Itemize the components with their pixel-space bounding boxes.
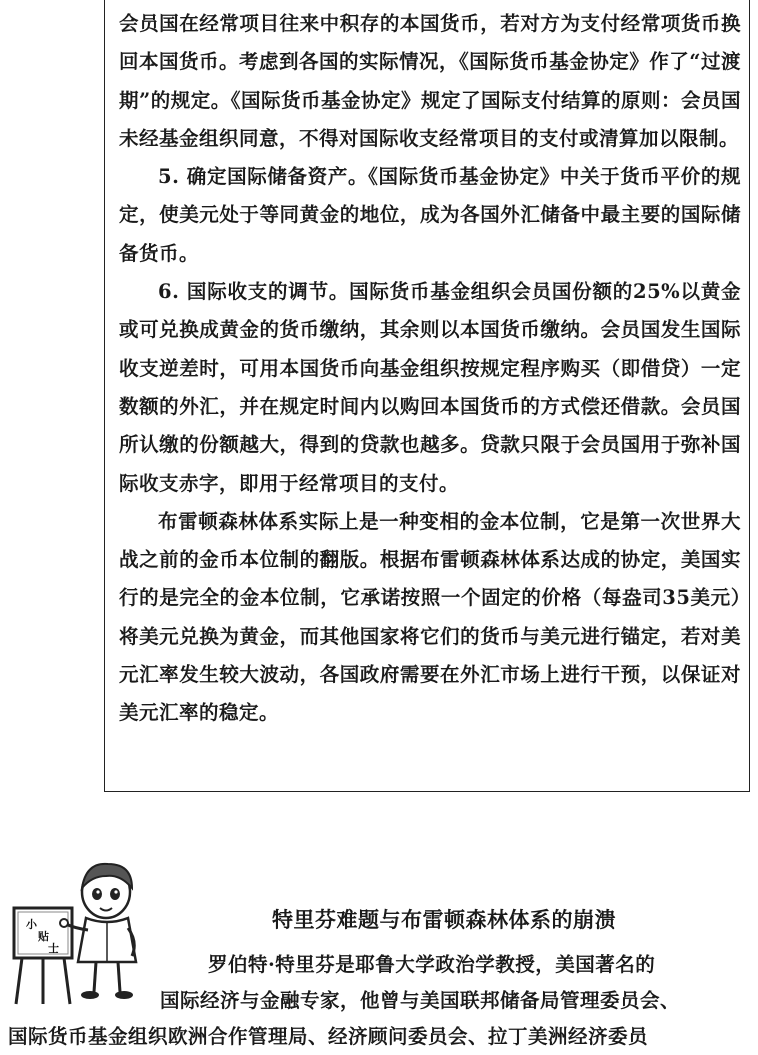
boxed-text-section <box>104 0 750 792</box>
sidebar-title: 特里芬难题与布雷顿森林体系的崩溃 <box>272 908 616 932</box>
paragraph-continuation: 会员国在经常项目往来中积存的本国货币，若对方为支付经常项货币换回本国货币。考虑到各国的实际情况，《国际货币基金协定》作了“过渡期”的规定。《国际货币基金协定》规定了国际支付结算的原则：会员国未经基金组织同意，不得对国际收支经常项目的支付或清算加以限制。 <box>119 12 741 150</box>
svg-text:贴: 贴 <box>38 930 49 943</box>
sidebar-line-2: 国际经济与金融专家，他曾与美国联邦储备局管理委员会、 <box>160 989 681 1012</box>
sidebar-line-3: 国际货币基金组织欧洲合作管理局、经济顾问委员会、拉丁美洲经济委员 <box>8 1025 649 1048</box>
svg-text:小: 小 <box>26 918 37 931</box>
paragraph-reserve-assets: 5. 确定国际储备资产。《国际货币基金协定》中关于货币平价的规定，使美元处于等同黄金的地位，成为各国外汇储备中最主要的国际储备货币。 <box>119 165 741 265</box>
paragraph-gold-standard: 布雷顿森林体系实际上是一种变相的金本位制，它是第一次世界大战之前的金币本位制的翻版。根据布雷顿森林体系达成的协定，美国实行的是完全的金本位制，它承诺按照一个固定的价格（每盎司35美元）将美元兑换为黄金，而其他国家将它们的货币与美元进行锚定，若对美元汇率发生较大波动，各国政府需要在外汇市场上进行干预，以保证对美元汇率的稳定。 <box>119 509 741 725</box>
svg-text:士: 士 <box>48 942 59 955</box>
sidebar-line-1: 罗伯特·特里芬是耶鲁大学政治学教授，美国著名的 <box>208 953 656 976</box>
paragraph-balance-of-payments: 6. 国际收支的调节。国际货币基金组织会员国份额的25%以黄金或可兑换成黄金的货币缴纳，其余则以本国货币缴纳。会员国发生国际收支逆差时，可用本国货币向基金组织按规定程序购买（即借贷）一定数额的外汇，并在规定时间内以购回本国货币的方式偿还借款。会员国所认缴的份额越大，得到的贷款也越多。贷款只限于会员国用于弥补国际收支赤字，即用于经常项目的支付。 <box>119 280 741 495</box>
cartoon-boy-with-board-icon <box>8 858 158 1008</box>
